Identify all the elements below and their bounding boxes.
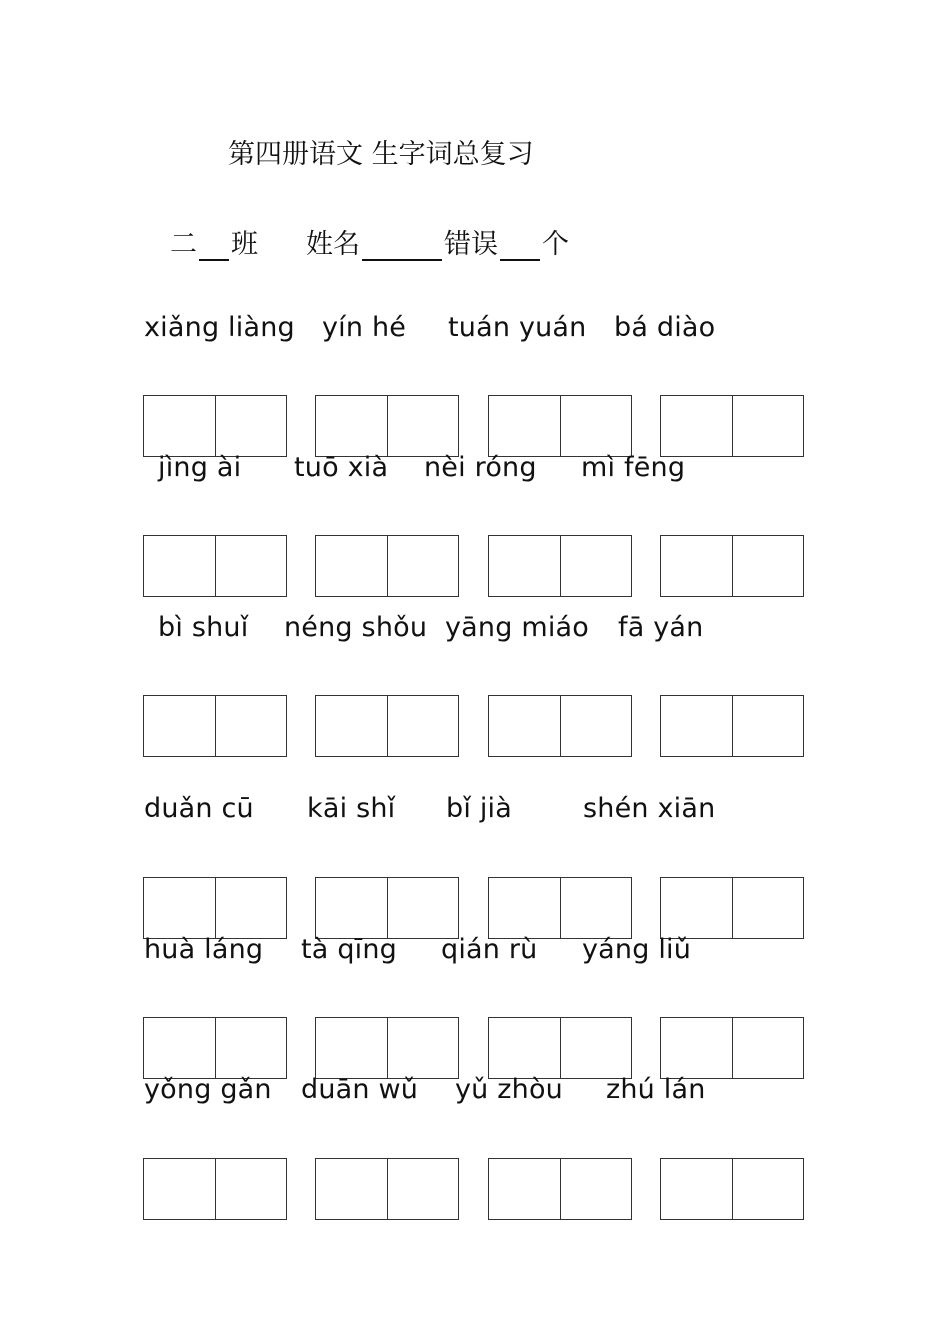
- character-writing-box[interactable]: [660, 395, 804, 457]
- pinyin-word: shén xiān: [583, 793, 716, 824]
- character-cell[interactable]: [144, 536, 215, 596]
- character-cell[interactable]: [661, 396, 732, 456]
- character-writing-box[interactable]: [143, 1158, 287, 1220]
- class-number-blank[interactable]: [199, 231, 229, 261]
- character-cell[interactable]: [144, 1159, 215, 1219]
- character-cell[interactable]: [144, 696, 215, 756]
- character-writing-box[interactable]: [315, 395, 459, 457]
- character-writing-box[interactable]: [660, 695, 804, 757]
- character-cell[interactable]: [387, 696, 459, 756]
- pinyin-word: tuō xià: [294, 452, 389, 483]
- character-writing-box[interactable]: [315, 535, 459, 597]
- pinyin-word: tà qīng: [301, 934, 398, 965]
- character-cell[interactable]: [387, 396, 459, 456]
- character-writing-box[interactable]: [143, 695, 287, 757]
- character-cell[interactable]: [144, 396, 215, 456]
- pinyin-word: yǒng gǎn: [144, 1074, 272, 1105]
- character-cell[interactable]: [316, 696, 387, 756]
- name-blank[interactable]: [362, 231, 442, 261]
- character-cell[interactable]: [732, 536, 804, 596]
- character-cell[interactable]: [661, 1018, 732, 1078]
- character-cell[interactable]: [316, 396, 387, 456]
- character-cell[interactable]: [661, 1159, 732, 1219]
- character-writing-box[interactable]: [143, 1017, 287, 1079]
- character-cell[interactable]: [661, 696, 732, 756]
- character-writing-box[interactable]: [488, 695, 632, 757]
- character-cell[interactable]: [489, 536, 560, 596]
- character-cell[interactable]: [732, 396, 804, 456]
- character-cell[interactable]: [316, 878, 387, 938]
- pinyin-word: jìng ài: [158, 452, 242, 483]
- character-cell[interactable]: [489, 878, 560, 938]
- character-cell[interactable]: [732, 696, 804, 756]
- pinyin-word: tuán yuán: [448, 312, 587, 343]
- character-cell[interactable]: [560, 1018, 632, 1078]
- class-label: 班: [231, 229, 258, 260]
- character-cell[interactable]: [215, 396, 287, 456]
- character-writing-box[interactable]: [315, 1017, 459, 1079]
- pinyin-word: xiǎng liàng: [144, 312, 295, 343]
- pinyin-word: duān wǔ: [301, 1074, 419, 1105]
- character-cell[interactable]: [387, 1018, 459, 1078]
- character-writing-box[interactable]: [488, 395, 632, 457]
- character-cell[interactable]: [661, 536, 732, 596]
- character-writing-box[interactable]: [315, 877, 459, 939]
- character-writing-box[interactable]: [315, 695, 459, 757]
- character-cell[interactable]: [316, 1018, 387, 1078]
- character-cell[interactable]: [560, 396, 632, 456]
- character-writing-box[interactable]: [488, 1158, 632, 1220]
- pinyin-word: mì fēng: [581, 452, 686, 483]
- character-cell[interactable]: [489, 396, 560, 456]
- character-cell[interactable]: [316, 1159, 387, 1219]
- pinyin-word: yín hé: [322, 312, 407, 343]
- pinyin-word: qián rù: [441, 934, 538, 965]
- character-cell[interactable]: [560, 696, 632, 756]
- character-writing-box[interactable]: [143, 877, 287, 939]
- name-label: 姓名: [306, 229, 360, 260]
- character-writing-box[interactable]: [660, 1017, 804, 1079]
- character-writing-box[interactable]: [488, 877, 632, 939]
- character-cell[interactable]: [215, 1159, 287, 1219]
- character-writing-box[interactable]: [143, 395, 287, 457]
- pinyin-word: yǔ zhòu: [455, 1074, 563, 1105]
- pinyin-word: yáng liǔ: [582, 934, 692, 965]
- pinyin-word: yāng miáo: [445, 612, 590, 643]
- character-writing-box[interactable]: [660, 1158, 804, 1220]
- character-cell[interactable]: [560, 536, 632, 596]
- character-cell[interactable]: [215, 878, 287, 938]
- pinyin-word: néng shǒu: [284, 612, 428, 643]
- character-writing-box[interactable]: [315, 1158, 459, 1220]
- grade-label: 二: [170, 229, 197, 260]
- character-writing-box[interactable]: [488, 535, 632, 597]
- character-cell[interactable]: [732, 1159, 804, 1219]
- pinyin-word: huà láng: [144, 934, 264, 965]
- character-cell[interactable]: [489, 1159, 560, 1219]
- character-cell[interactable]: [215, 696, 287, 756]
- pinyin-word: nèi róng: [424, 452, 537, 483]
- character-writing-box[interactable]: [143, 535, 287, 597]
- errors-label: 错误: [444, 229, 498, 260]
- student-info-line: [170, 222, 569, 261]
- character-cell[interactable]: [732, 1018, 804, 1078]
- character-cell[interactable]: [732, 878, 804, 938]
- character-cell[interactable]: [489, 696, 560, 756]
- character-cell[interactable]: [560, 878, 632, 938]
- character-cell[interactable]: [144, 878, 215, 938]
- pinyin-word: duǎn cū: [144, 793, 254, 824]
- character-cell[interactable]: [489, 1018, 560, 1078]
- character-cell[interactable]: [215, 536, 287, 596]
- character-cell[interactable]: [661, 878, 732, 938]
- error-count-blank[interactable]: [500, 231, 540, 261]
- character-cell[interactable]: [387, 1159, 459, 1219]
- character-cell[interactable]: [144, 1018, 215, 1078]
- pinyin-word: bá diào: [614, 312, 716, 343]
- pinyin-word: kāi shǐ: [307, 793, 396, 824]
- character-writing-box[interactable]: [488, 1017, 632, 1079]
- character-cell[interactable]: [215, 1018, 287, 1078]
- character-writing-box[interactable]: [660, 877, 804, 939]
- page-title: 第四册语文 生字词总复习: [228, 139, 534, 170]
- pinyin-word: fā yán: [618, 612, 704, 643]
- pinyin-word: zhú lán: [606, 1074, 706, 1105]
- character-cell[interactable]: [316, 536, 387, 596]
- pinyin-word: bì shuǐ: [158, 612, 249, 643]
- character-writing-box[interactable]: [660, 535, 804, 597]
- count-label: 个: [542, 229, 569, 260]
- character-cell[interactable]: [387, 536, 459, 596]
- character-cell[interactable]: [560, 1159, 632, 1219]
- character-cell[interactable]: [387, 878, 459, 938]
- pinyin-word: bǐ jià: [446, 793, 512, 824]
